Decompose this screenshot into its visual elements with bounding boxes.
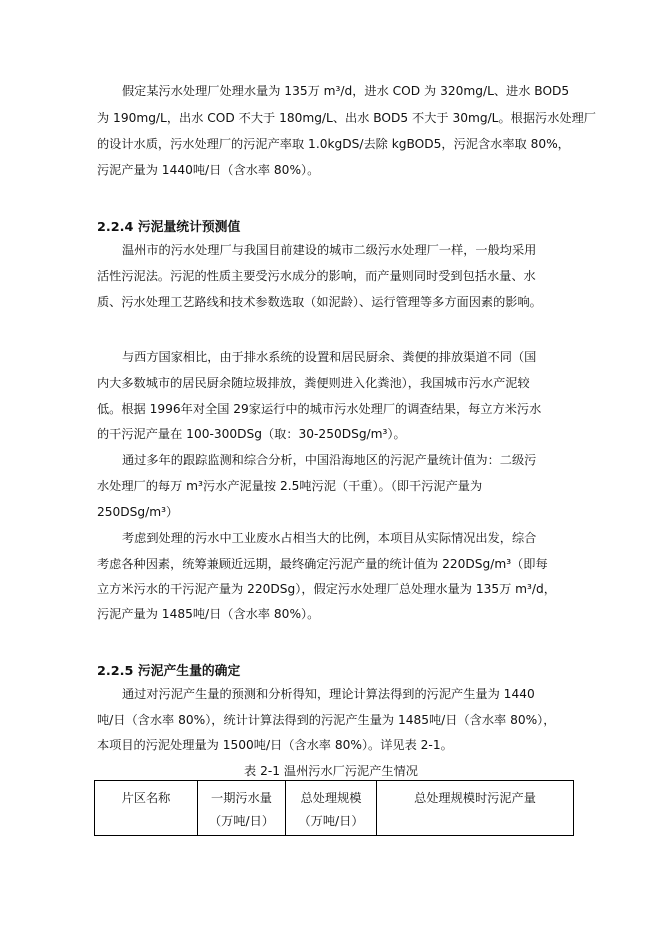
text-line: 质、污水处理工艺路线和技术参数选取（如泥龄）、运行管理等多方面因素的影响。 [97,295,542,309]
section-heading-2-2-5: 2.2.5 污泥产生量的确定 [97,664,241,679]
table-header-row [95,781,574,836]
text-line: 与西方国家相比，由于排水系统的设置和居民厨余、粪便的排放渠道不同（国 [122,350,537,364]
text-line: 低。根据 1996年对全国 29家运行中的城市污水处理厂的调查结果，每立方米污水 [97,402,542,416]
section-heading-2-2-4: 2.2.4 污泥量统计预测值 [97,220,241,235]
text-line: 活性污泥法。污泥的性质主要受污水成分的影响，而产量则同时受到包括水量、水 [97,269,536,283]
header-total-scale [286,781,377,836]
text-line: 污泥产量为 1485吨/日（含水率 80%）。 [97,607,320,621]
text-line: 的干污泥产量在 100-300DSg（取：30-250DSg/m³）。 [97,427,406,441]
text-line: 吨/日（含水率 80%），统计计算法得到的污泥产生量为 1485吨/日（含水率 80%）， [97,713,556,727]
text-line: 为 190mg/L，出水 COD 不大于 180mg/L、出水 BOD5 不大于 30mg/L。根据污水处理厂 [97,111,596,125]
header-text: 总处理规模 [300,791,362,805]
text-line: 立方米污水的干污泥产量为 220DSg），假定污水处理厂总处理水量为 135万 m³/d， [97,582,556,596]
text-line: 内大多数城市的居民厨余随垃圾排放，粪便则进入化粪池），我国城市污水产泥较 [97,376,530,390]
text-line: 假定某污水处理厂处理水量为 135万 m³/d，进水 COD 为 320mg/L、进水 BOD5 [122,84,570,98]
text-line: 250DSg/m³） [97,505,179,519]
text-line: 水处理厂的每万 m³污水产泥量按 2.5吨污泥（干重）。（即干污泥产量为 [97,479,483,493]
text-line: 污泥产量为 1440吨/日（含水率 80%）。 [97,163,320,177]
text-line: 考虑到处理的污水中工业废水占相当大的比例，本项目从实际情况出发，综合 [122,531,537,545]
header-text: 一期污水量 [211,791,272,805]
header-unit: （万吨/日） [298,814,364,828]
text-line: 通过多年的跟踪监测和综合分析，中国沿海地区的污泥产量统计值为：二级污 [122,453,537,467]
header-phase1-volume [198,781,286,836]
text-line: 本项目的污泥处理量为 1500吨/日（含水率 80%）。详见表 2-1。 [97,738,453,752]
header-text: 片区名称 [121,791,171,805]
text-line: 考虑各种因素，统筹兼顾近远期，最终确定污泥产量的统计值为 220DSg/m³（即每 [97,557,548,571]
text-line: 温州市的污水处理厂与我国目前建设的城市二级污水处理厂一样，一般均采用 [122,243,537,257]
header-text: 总处理规模时污泥产量 [414,791,536,805]
sludge-table [94,780,574,836]
header-area-name [95,781,198,836]
header-unit: （万吨/日） [208,814,275,828]
text-line: 通过对污泥产生量的预测和分析得知，理论计算法得到的污泥产生量为 1440 [122,687,535,701]
table-caption: 表 2-1 温州污水厂污泥产生情况 [244,764,418,778]
text-line: 的设计水质，污水处理厂的污泥产率取 1.0kgDS/去除 kgBOD5，污泥含水率取 80%， [97,137,570,151]
header-sludge-output [377,781,574,836]
